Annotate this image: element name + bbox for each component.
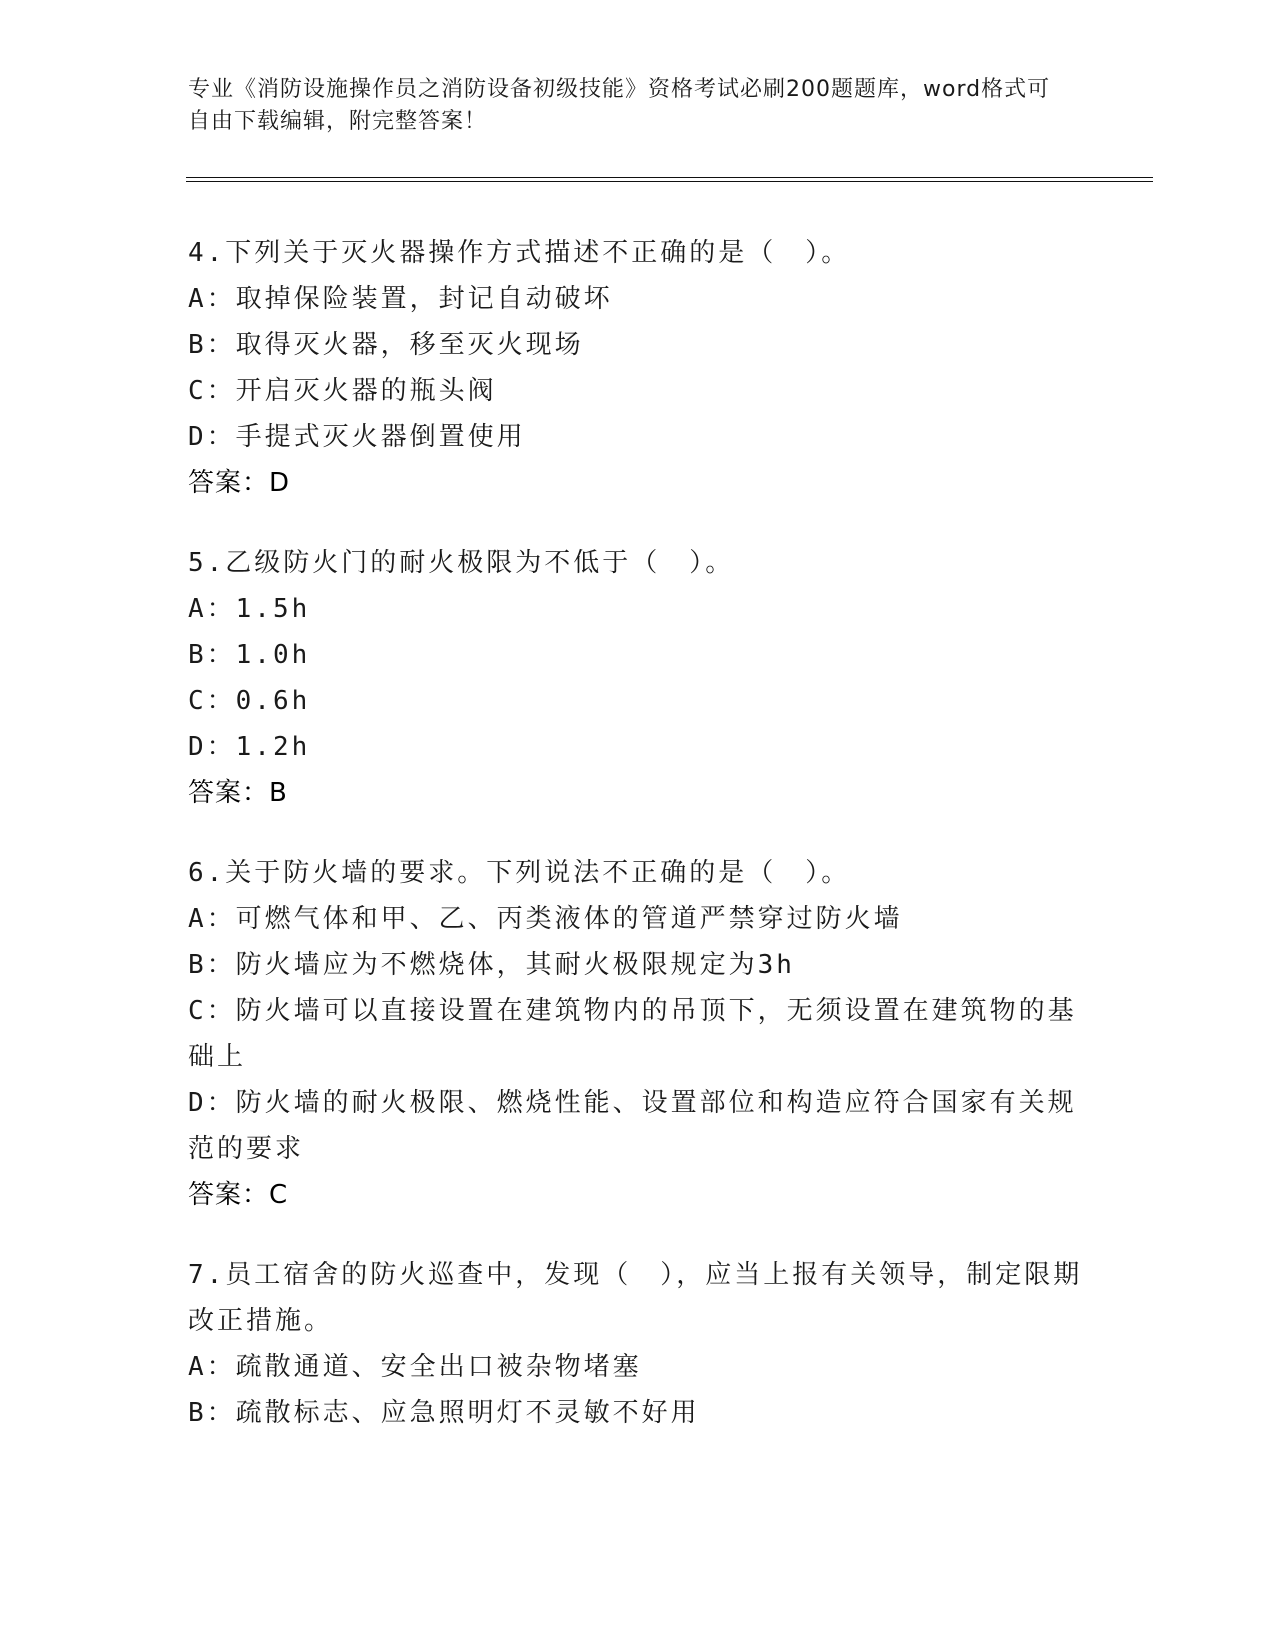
header-divider-top <box>186 177 1153 178</box>
answer-label: 答案：D <box>188 468 291 498</box>
question-stem: 6.关于防火墙的要求。下列说法不正确的是（ ）。 <box>188 858 851 888</box>
header-divider-bottom <box>186 181 1153 182</box>
option-a: A：可燃气体和甲、乙、丙类液体的管道严禁穿过防火墙 <box>188 904 903 934</box>
question-6 <box>188 850 1088 1218</box>
option-c: C：防火墙可以直接设置在建筑物内的吊顶下，无须设置在建筑物的基础上 <box>188 996 1077 1072</box>
option-c: C：开启灭火器的瓶头阀 <box>188 376 497 406</box>
option-a: A：取掉保险装置，封记自动破坏 <box>188 284 613 314</box>
option-d: D：防火墙的耐火极限、燃烧性能、设置部位和构造应符合国家有关规范的要求 <box>188 1088 1077 1164</box>
question-stem: 5.乙级防火门的耐火极限为不低于（ ）。 <box>188 548 735 578</box>
option-b: B：防火墙应为不燃烧体，其耐火极限规定为3h <box>188 950 795 980</box>
option-d: D：手提式灭火器倒置使用 <box>188 422 526 452</box>
question-4 <box>188 230 1088 506</box>
option-b: B：1.0h <box>188 640 311 670</box>
option-a: A：1.5h <box>188 594 311 624</box>
answer-label: 答案：C <box>188 1180 289 1210</box>
question-stem: 4.下列关于灭火器操作方式描述不正确的是（ ）。 <box>188 238 851 268</box>
option-a: A：疏散通道、安全出口被杂物堵塞 <box>188 1352 642 1382</box>
question-stem: 7.员工宿舍的防火巡查中，发现（ ），应当上报有关领导，制定限期改正措施。 <box>188 1260 1083 1336</box>
option-b: B：取得灭火器，移至灭火现场 <box>188 330 584 360</box>
question-list <box>188 230 1088 1470</box>
question-7 <box>188 1252 1088 1436</box>
option-c: C：0.6h <box>188 686 311 716</box>
question-5 <box>188 540 1088 816</box>
document-intro: 专业《消防设施操作员之消防设备初级技能》资格考试必刷200题题库，word格式可自由下载编辑，附完整答案！ <box>188 77 1051 134</box>
option-d: D：1.2h <box>188 732 311 762</box>
answer-label: 答案：B <box>188 778 288 808</box>
option-b: B：疏散标志、应急照明灯不灵敏不好用 <box>188 1398 700 1428</box>
